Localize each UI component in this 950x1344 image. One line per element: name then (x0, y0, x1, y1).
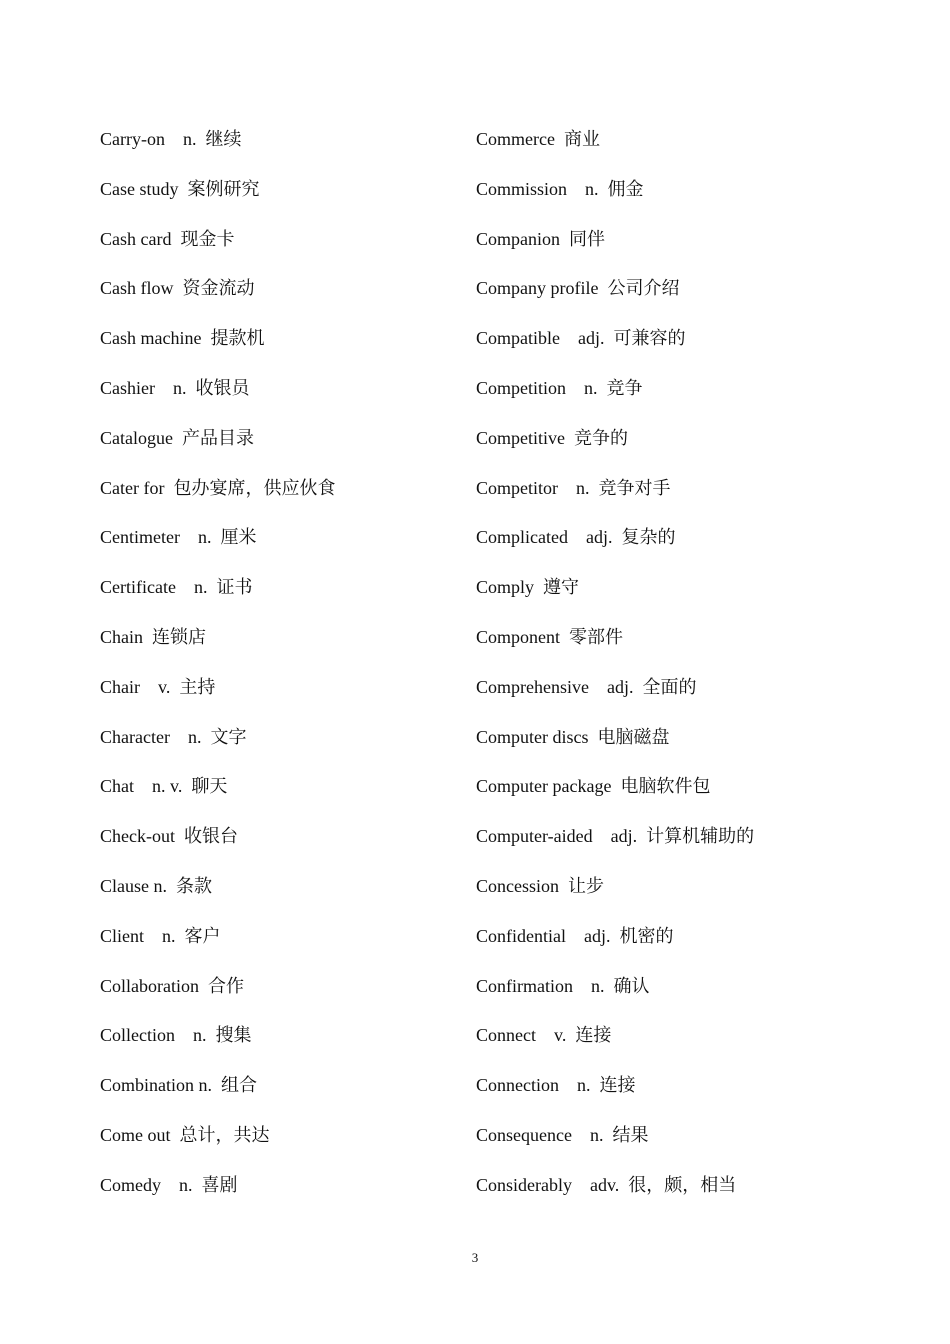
glossary-entry: Cashier n. 收银员 (100, 377, 250, 398)
glossary-entry: Computer-aided adj. 计算机辅助的 (476, 826, 755, 847)
glossary-entry: Connect v. 连接 (476, 1025, 612, 1046)
glossary-entry: Cash machine 提款机 (100, 328, 265, 349)
glossary-entry: Component 零部件 (476, 626, 623, 647)
glossary-entry: Commission n. 佣金 (476, 178, 644, 199)
glossary-entry: Comply 遵守 (476, 577, 580, 598)
glossary-entry: Competitive 竞争的 (476, 427, 628, 448)
glossary-entry: Centimeter n. 厘米 (100, 527, 257, 548)
glossary-entry: Connection n. 连接 (476, 1075, 636, 1096)
glossary-entry: Confirmation n. 确认 (476, 975, 650, 996)
glossary-entry: Chat n. v. 聊天 (100, 776, 228, 797)
glossary-entry: Collection n. 搜集 (100, 1025, 252, 1046)
glossary-entry: Complicated adj. 复杂的 (476, 527, 676, 548)
glossary-entry: Carry-on n. 继续 (100, 129, 242, 149)
glossary-entry: Check-out 收银台 (100, 826, 238, 847)
glossary-left-column (100, 126, 460, 1222)
glossary-entry: Competition n. 竞争 (476, 377, 643, 398)
glossary-entry: Concession 让步 (476, 875, 604, 896)
glossary-entry: Collaboration 合作 (100, 975, 244, 996)
glossary-entry: Chair v. 主持 (100, 676, 216, 697)
glossary-entry: Come out 总计，共达 (100, 1124, 270, 1145)
glossary-entry: Compatible adj. 可兼容的 (476, 328, 686, 349)
glossary-entry: Computer package 电脑软件包 (476, 776, 711, 797)
glossary-entry: Cash card 现金卡 (100, 228, 235, 249)
glossary-entry: Company profile 公司介绍 (476, 278, 680, 299)
glossary-entry: Certificate n. 证书 (100, 577, 253, 598)
glossary-entry: Combination n. 组合 (100, 1075, 257, 1096)
glossary-entry: Clause n. 条款 (100, 875, 212, 896)
glossary-entry: Computer discs 电脑磁盘 (476, 726, 670, 747)
glossary-entry: Consequence n. 结果 (476, 1124, 649, 1145)
glossary-right-column (476, 126, 916, 1222)
glossary-entry: Commerce 商业 (476, 129, 600, 149)
glossary-entry: Comprehensive adj. 全面的 (476, 676, 697, 697)
glossary-entry: Competitor n. 竞争对手 (476, 477, 671, 498)
glossary-entry: Cash flow 资金流动 (100, 278, 255, 299)
glossary-entry: Cater for 包办宴席，供应伙食 (100, 477, 336, 498)
page-number: 3 (471, 1250, 479, 1265)
glossary-entry: Companion 同伴 (476, 228, 605, 249)
glossary-entry: Case study 案例研究 (100, 178, 260, 199)
glossary-entry: Considerably adv. 很，颇，相当 (476, 1174, 737, 1195)
glossary-entry: Client n. 客户 (100, 925, 221, 946)
glossary-entry: Catalogue 产品目录 (100, 427, 254, 448)
glossary-entry: Comedy n. 喜剧 (100, 1174, 238, 1195)
glossary-entry: Confidential adj. 机密的 (476, 925, 674, 946)
glossary-entry: Chain 连锁店 (100, 626, 206, 647)
glossary-entry: Character n. 文字 (100, 726, 247, 747)
